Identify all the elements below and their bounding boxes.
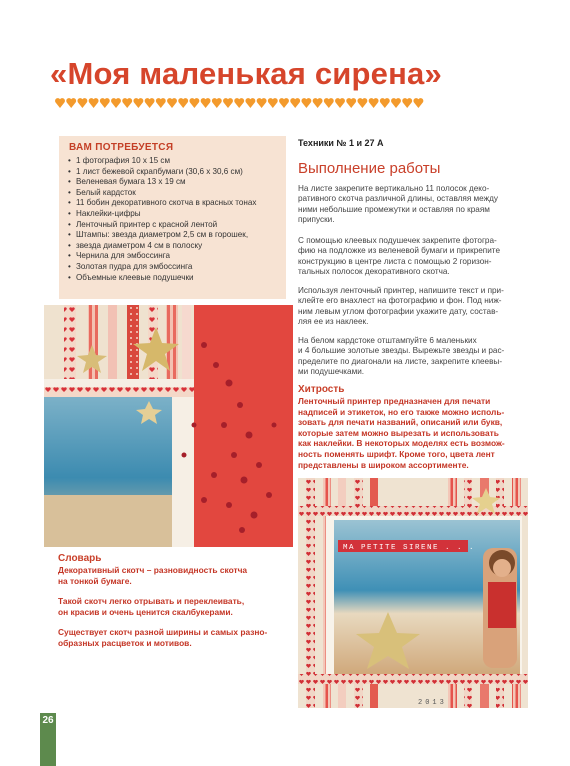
materials-list bbox=[67, 156, 256, 283]
text-line: представлены в широком ассортименте. bbox=[298, 459, 469, 470]
text-line: на тонкой бумаге. bbox=[58, 575, 132, 586]
heart-icon bbox=[268, 98, 278, 108]
text-line: тальных полосок декоративного скотча. bbox=[298, 266, 450, 276]
heart-icon bbox=[201, 98, 211, 108]
heart-icon bbox=[245, 98, 255, 108]
heart-icon bbox=[178, 98, 188, 108]
text-line: и 4 большие золотые звезды. Вырежьте звезды и рас- bbox=[298, 346, 505, 356]
glossary-paragraph-3 bbox=[58, 627, 267, 648]
heart-icon bbox=[335, 98, 345, 108]
heart-icon bbox=[189, 98, 199, 108]
heart-icon bbox=[100, 98, 110, 108]
heart-icon bbox=[413, 98, 423, 108]
work-paragraph-3 bbox=[298, 286, 504, 327]
list-item: • Ленточный принтер с красной лентой bbox=[67, 220, 256, 231]
glossary-paragraph-1 bbox=[58, 565, 247, 586]
heart-icon bbox=[111, 98, 121, 108]
text-line: зовать для печати названий, описаний или букв, bbox=[298, 417, 503, 428]
text-line: ними небольшие промежутки и оставляя по краям bbox=[298, 204, 490, 214]
heart-icon bbox=[391, 98, 401, 108]
heart-icon bbox=[156, 98, 166, 108]
page-title: «Моя маленькая сирена» bbox=[50, 56, 442, 91]
work-heading: Выполнение работы bbox=[298, 160, 441, 177]
heart-icon bbox=[313, 98, 323, 108]
list-item: • 11 бобин декоративного скотча в красных тонах bbox=[67, 198, 256, 209]
text-line: На листе закрепите вертикально 11 полосок деко- bbox=[298, 184, 490, 193]
list-item: • Веленевая бумага 13 x 19 см bbox=[67, 177, 256, 188]
heart-icon bbox=[402, 98, 412, 108]
heart-icon bbox=[122, 98, 132, 108]
heart-icon bbox=[234, 98, 244, 108]
list-item: • Чернила для эмбоссинга bbox=[67, 251, 256, 262]
heart-icon bbox=[223, 98, 233, 108]
tip-title: Хитрость bbox=[298, 384, 345, 395]
text-line: образных расцветок и мотивов. bbox=[58, 637, 192, 648]
heart-icon bbox=[279, 98, 289, 108]
text-line: ми подушечками. bbox=[298, 366, 365, 376]
heart-icon bbox=[346, 98, 356, 108]
text-line: которые затем можно вырезать и использовать bbox=[298, 427, 499, 438]
text-line: Используя ленточный принтер, напишите текст и при- bbox=[298, 286, 504, 295]
text-line: как наклейки. В некоторых моделях есть возмож- bbox=[298, 438, 505, 449]
list-item: • 1 фотография 10 x 15 см bbox=[67, 156, 256, 167]
text-line: ность поменять шрифт. Кроме того, цвета лент bbox=[298, 448, 495, 459]
work-paragraph-1 bbox=[298, 184, 498, 225]
glossary-title: Словарь bbox=[58, 553, 102, 564]
tip-text bbox=[298, 396, 505, 470]
text-line: надписей и этикеток, но его также можно исполь- bbox=[298, 406, 505, 417]
materials-title: ВАМ ПОТРЕБУЕТСЯ bbox=[69, 142, 174, 153]
work-paragraph-4 bbox=[298, 336, 504, 377]
text-line: клейте его внахлест на фотографию и фон. Под ниж- bbox=[298, 296, 502, 306]
text-line: Такой скотч легко отрывать и переклеивать, bbox=[58, 596, 245, 606]
text-line: фию на подложке из веленевой бумаги и прикрепите bbox=[298, 246, 501, 256]
work-paragraph-2 bbox=[298, 236, 500, 277]
heart-icon bbox=[357, 98, 367, 108]
text-line: Существует скотч разной ширины и самых разно- bbox=[58, 627, 268, 637]
text-line: На белом кардстоке отштампуйте 6 маленьких bbox=[298, 336, 477, 345]
photo-finished-layout bbox=[298, 478, 528, 708]
heart-icon bbox=[301, 98, 311, 108]
technique-reference: Техники № 1 и 27 А bbox=[298, 138, 384, 148]
materials-box bbox=[59, 136, 286, 299]
heart-icon bbox=[369, 98, 379, 108]
text-line: припуски. bbox=[298, 214, 335, 224]
text-line: он красив и очень ценится скалбукерами. bbox=[58, 606, 233, 617]
heart-icon bbox=[212, 98, 222, 108]
text-line: ним левым углом фотографии укажите дату, состав- bbox=[298, 306, 499, 316]
heart-icon bbox=[290, 98, 300, 108]
list-item: • Штампы: звезда диаметром 2,5 см в горошек, bbox=[67, 230, 256, 241]
list-item: • Золотая пудра для эмбоссинга bbox=[67, 262, 256, 273]
text-line: пределите по диагонали на листе, закрепите клеевы- bbox=[298, 356, 503, 366]
heart-icon bbox=[55, 98, 65, 108]
heart-icon bbox=[167, 98, 177, 108]
glossary-paragraph-2 bbox=[58, 596, 244, 617]
text-line: С помощью клеевых подушечек закрепите фотогра- bbox=[298, 236, 497, 245]
text-line: ративного скотча различной длины, оставляя между bbox=[298, 194, 498, 204]
text-line: ляя ее из наклеек. bbox=[298, 316, 369, 326]
list-item: • 1 лист бежевой скрапбумаги (30,6 x 30,6 см) bbox=[67, 167, 256, 178]
heart-icon bbox=[89, 98, 99, 108]
heart-icon bbox=[380, 98, 390, 108]
heart-icon bbox=[133, 98, 143, 108]
heart-icon bbox=[77, 98, 87, 108]
heart-icon bbox=[257, 98, 267, 108]
text-line: Ленточный принтер предназначен для печати bbox=[298, 396, 491, 406]
list-item: • Объемные клеевые подушечки bbox=[67, 273, 256, 284]
text-line: конструкцию в центре листа с помощью 2 горизон- bbox=[298, 256, 492, 266]
layout-date: 2013 bbox=[418, 699, 447, 707]
list-item: • Белый кардсток bbox=[67, 188, 256, 199]
heart-border-decoration bbox=[54, 96, 424, 110]
heart-icon bbox=[145, 98, 155, 108]
page-number: 26 bbox=[42, 715, 54, 726]
list-item-continued: • звезда диаметром 4 см в полоску bbox=[67, 241, 256, 252]
heart-icon bbox=[324, 98, 334, 108]
heart-icon bbox=[66, 98, 76, 108]
list-item: • Наклейки-цифры bbox=[67, 209, 256, 220]
layout-caption: MA PETITE SIRENE . . . bbox=[343, 544, 476, 552]
photo-closeup-tapes bbox=[44, 305, 293, 547]
text-line: Декоративный скотч – разновидность скотча bbox=[58, 565, 248, 575]
